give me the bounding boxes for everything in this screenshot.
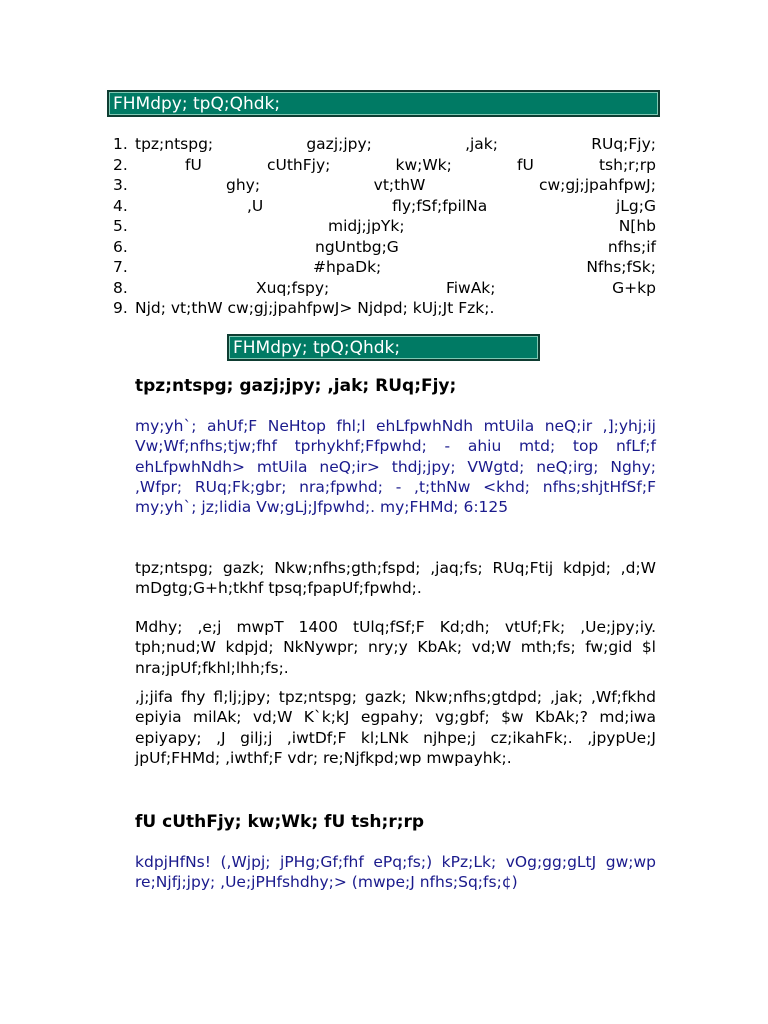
body-paragraph: Mdhy; ,e;j mwpT 1400 tUlq;fSf;F Kd;dh; vtUf;Fk; ,Ue;jpy;iy. tph;nud;W kdpjd; NkNywpr; nry;y KbAk; vd;W mth;fs; fw;gid $l nra;jpUf;fkhl;lhh;fs;. <box>135 618 656 677</box>
toc-word: ghy; <box>226 176 261 194</box>
toc-number: 3. <box>113 176 128 194</box>
toc-text: Njd; vt;thW cw;gj;jpahfpwJ> Njdpd; kUj;Jt Fzk;. <box>135 299 495 317</box>
quote-paragraph: my;yh`; ahUf;F NeHtop fhl;l ehLfpwhNdh mtUila neQ;ir ,];yhj;ij Vw;Wf;nfhs;tjw;fhf tprhykhf;Ffpwhd; - ahiu mtd; top nfLf;f ehLfpwhNdh> mtUila neQ;ir> thdj;jpy; VWgtd; neQ;irg; Nghy; ,Wfpr; RUq;Fk;gbr; nra;fpwhd; - ,t;thNw <khd; nfhs;shjtHfSf;F my;yh`; jz;lidia Vw;gLj;Jfpwhd;. my;FHMd; 6:125 <box>135 417 656 517</box>
body-paragraph: ,j;jifa fhy fl;lj;jpy; tpz;ntspg; gazk; Nkw;nfhs;gtdpd; ,jak; ,Wf;fkhd epiyia milAk; vd;W K`k;kJ egpahy; vg;gbf; $w KbAk;? md;iwa epiyapy; ,J gilj;j ,iwtDf;F kl;LNk njhpe;j cz;ikahFk;. ,jpypUe;J jpUf;FHMd; ,iwthf;F vdr; re;Njfkpd;wp mwpayhk;. <box>135 688 656 767</box>
toc-word: midj;jpYk; <box>328 217 405 235</box>
toc-word: kw;Wk; <box>395 155 452 174</box>
toc-word: ,jak; <box>465 135 499 153</box>
toc-item <box>113 257 656 278</box>
section-title: fU cUthFjy; kw;Wk; fU tsh;r;rp <box>135 812 425 832</box>
toc-word: cUthFjy; <box>266 155 331 174</box>
toc-word: FiwAk; <box>445 278 496 297</box>
toc-word: tsh;r;rp <box>598 155 656 174</box>
toc-item <box>113 196 656 217</box>
toc-item <box>113 298 656 319</box>
toc-word: fU <box>185 155 202 174</box>
toc-number: 2. <box>113 155 128 174</box>
toc-word: fU <box>517 155 534 174</box>
toc-word: nfhs;if <box>607 237 656 256</box>
toc-word: jLg;G <box>615 196 656 215</box>
toc-item <box>113 278 656 299</box>
toc-word: #hpaDk; <box>313 258 382 276</box>
toc-word: gazj;jpy; <box>306 135 372 153</box>
table-of-contents <box>113 134 656 319</box>
section-title: tpz;ntspg; gazj;jpy; ,jak; RUq;Fjy; <box>135 376 457 396</box>
toc-item <box>113 134 656 155</box>
quote-paragraph: kdpjHfNs! (,Wjpj; jPHg;Gf;fhf ePq;fs;) kPz;Lk; vOg;gg;gLtJ gw;wp re;Njfj;jpy; ,Ue;jPHfshdhy;> (mwpe;J nfhs;Sq;fs;¢) <box>135 853 656 892</box>
toc-item <box>113 175 656 196</box>
toc-number: 7. <box>113 258 128 276</box>
toc-number: 5. <box>113 217 128 235</box>
toc-item <box>113 155 656 176</box>
toc-number: 4. <box>113 196 128 215</box>
toc-number: 6. <box>113 237 128 256</box>
toc-number: 8. <box>113 278 128 297</box>
body-paragraph: tpz;ntspg; gazk; Nkw;nfhs;gth;fspd; ,jaq;fs; RUq;Ftij kdpjd; ,d;W mDgtg;G+h;tkhf tpsq;fpapUf;fpwhd;. <box>135 559 656 598</box>
toc-word: fly;fSf;fpilNa <box>392 196 488 215</box>
toc-word: vt;thW <box>373 176 426 194</box>
toc-number: 1. <box>113 135 128 153</box>
secondary-heading: FHMdpy; tpQ;Qhdk; <box>227 334 540 361</box>
toc-word: Nfhs;fSk; <box>586 258 656 276</box>
toc-word: G+kp <box>612 278 656 297</box>
toc-word: ,U <box>247 196 264 215</box>
toc-word: N[hb <box>618 217 656 235</box>
toc-number: 9. <box>113 299 128 317</box>
toc-word: RUq;Fjy; <box>591 135 656 153</box>
toc-word: Xuq;fspy; <box>256 278 330 297</box>
toc-word: ngUntbg;G <box>315 237 399 256</box>
toc-word: cw;gj;jpahfpwJ; <box>538 176 656 194</box>
toc-word: tpz;ntspg; <box>135 135 214 153</box>
toc-item <box>113 237 656 258</box>
main-heading: FHMdpy; tpQ;Qhdk; <box>107 90 660 117</box>
toc-item <box>113 216 656 237</box>
